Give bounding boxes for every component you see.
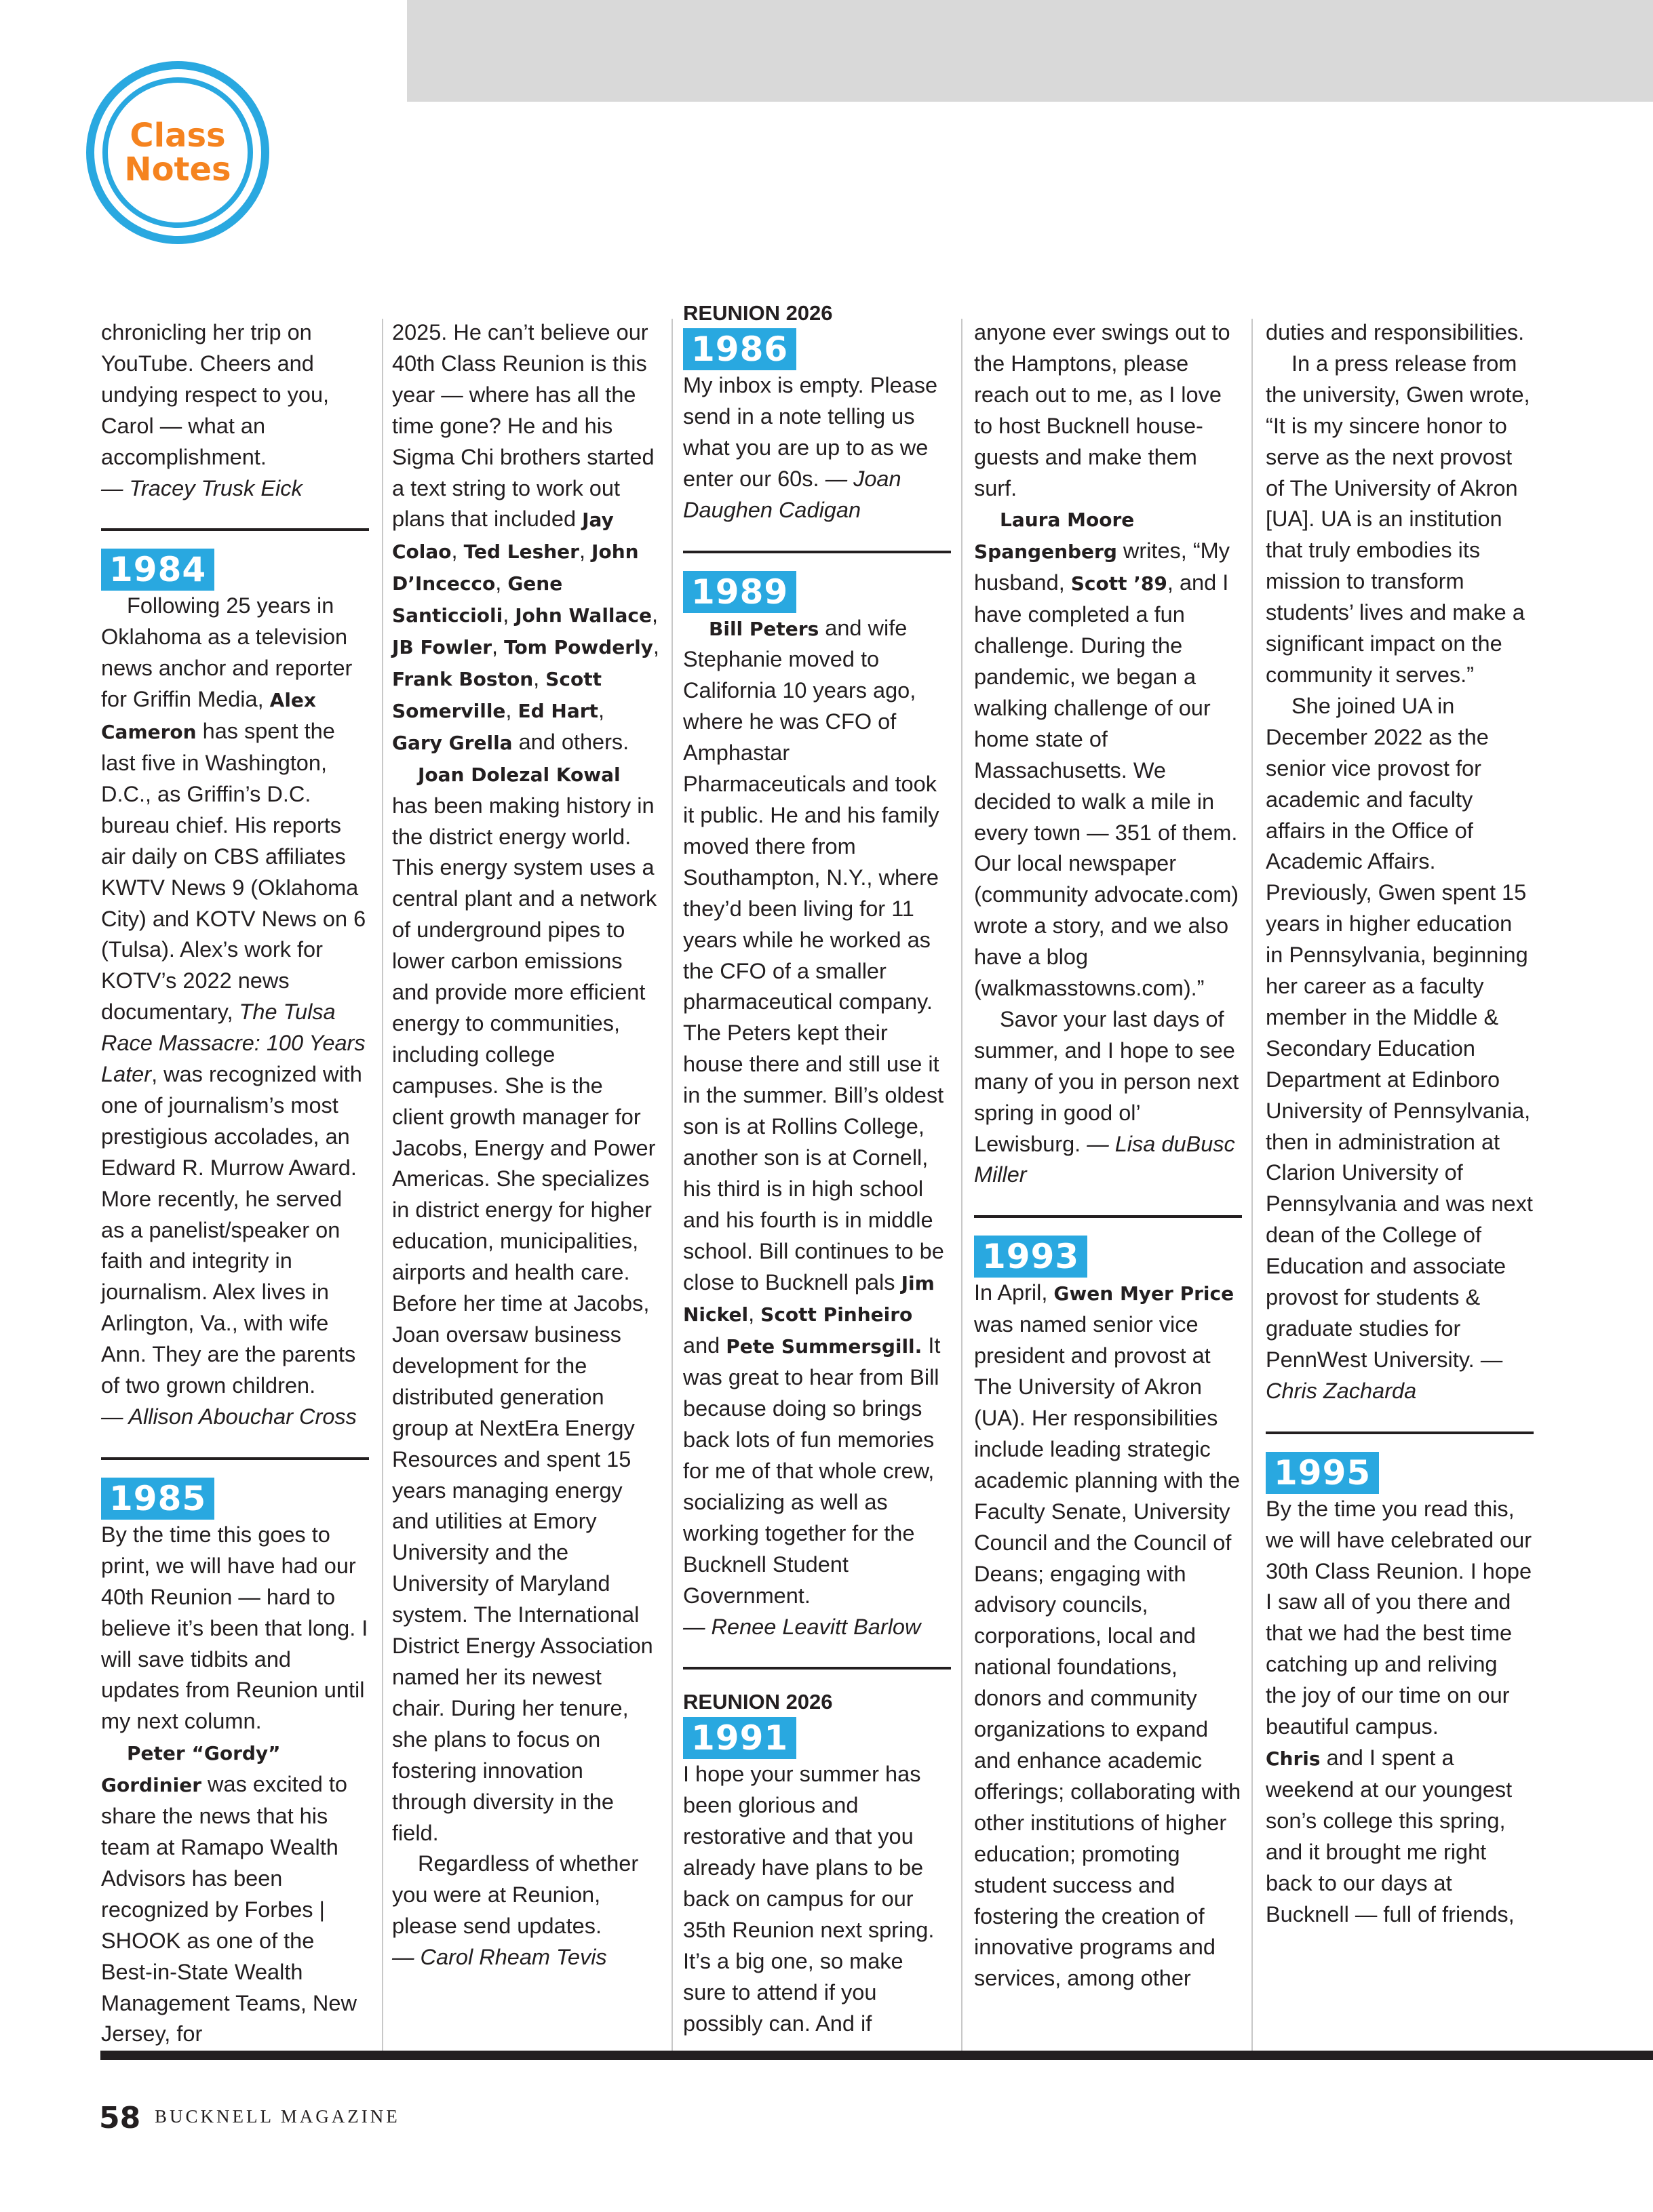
person-name: Laura Moore Spangenberg xyxy=(974,509,1135,564)
year-heading-1985: 1985 xyxy=(101,1478,214,1520)
paragraph: chronicling her trip on YouTube. Cheers and undying respect to you, Carol — what an accomplishment. — Tracey Trusk Eick xyxy=(101,320,330,500)
reunion-label: REUNION 2026 xyxy=(683,1690,833,1714)
header-banner xyxy=(407,0,1653,102)
person-name: Gene Santiccioli xyxy=(392,572,563,627)
column-1 xyxy=(101,317,369,2050)
person-name: Scott Pinheiro xyxy=(760,1303,913,1326)
paragraph: She joined UA in December 2022 as the senior vice provost for academic and faculty affairs in the Office of Academic Affairs. Previously, Gwen spent 15 years in higher education in Pennsylvania, beginning her career as a faculty member in the Middle & Secondary Education Department at Edinboro University of Pennsylvania, then in administration at Clarion University of Pennsylvania and was next dean of the College of Education and associate provost for students & graduate studies for PennWest University. — Chris Zacharda xyxy=(1266,693,1533,1403)
paragraph: Laura Moore Spangenberg writes, “My husband, Scott ’89, and I have completed a fun challenge. During the pandemic, we began a walking challenge of our home state of Massachusetts. We decided to walk a mile in every town — 351 of them. Our local newspaper (community advocate.com) wrote a story, and we also have a blog (walkmasstowns.com).” xyxy=(974,509,1239,1001)
paragraph: Savor your last days of summer, and I hope to see many of you in person next spring in good ol’ Lewisburg. — Lisa duBusc Miller xyxy=(974,1006,1239,1187)
section-rule xyxy=(974,1215,1242,1218)
section-rule xyxy=(101,1457,369,1460)
column-divider xyxy=(1251,319,1253,2055)
person-name: Peter “Gordy” Gordinier xyxy=(101,1742,281,1797)
year-heading-1993: 1993 xyxy=(974,1236,1087,1278)
paragraph: By the time this goes to print, we will have had our 40th Reunion — hard to believe it’s been that long. I will save tidbits and updates from Reunion until my next column. xyxy=(101,1522,368,1734)
magazine-name: BUCKNELL MAGAZINE xyxy=(155,2106,400,2127)
paragraph: By the time you read this, we will have celebrated our 30th Class Reunion. I hope I saw all of you there and that we had the best time catching up and reliving the joy of our time on our beautiful campus. Chris and I spent a weekend at our youngest son’s college this spring, and it brought me right back to our days at Bucknell — full of friends, xyxy=(1266,1496,1532,1927)
signature: — Joan Daughen Cadigan xyxy=(683,466,901,522)
page-number: 58 xyxy=(99,2101,141,2135)
year-heading-1991: 1991 xyxy=(683,1717,796,1759)
year-heading-1986: 1986 xyxy=(683,328,796,370)
signature: — Allison Abouchar Cross xyxy=(101,1404,357,1429)
column-5 xyxy=(1266,317,1534,1930)
person-name: Ed Hart xyxy=(518,699,598,722)
section-rule xyxy=(1266,1431,1534,1434)
year-heading-1984: 1984 xyxy=(101,549,214,591)
person-name: Jay Colao xyxy=(392,509,614,564)
paragraph: 2025. He can’t believe our 40th Class Reunion is this year — where has all the time gone? He and his Sigma Chi brothers started a text string to work out plans that included Jay Colao, Ted Lesher, John D’Incecco, Gene Santiccioli, John Wallace, JB Fowler, Tom Powderly, Frank Boston, Scott Somerville, Ed Hart, Gary Grella and others. xyxy=(392,320,659,754)
year-heading-1995: 1995 xyxy=(1266,1452,1379,1494)
signature: — Tracey Trusk Eick xyxy=(101,475,303,500)
person-name: Gary Grella xyxy=(392,731,513,754)
person-name: Gwen Myer Price xyxy=(1053,1282,1234,1305)
person-name: Tom Powderly xyxy=(504,636,653,659)
paragraph: Following 25 years in Oklahoma as a television news anchor and reporter for Griffin Media, Alex Cameron has spent the last five in Washington, D.C., as Griffin’s D.C. bureau chief. His reports air daily on CBS affiliates KWTV News 9 (Oklahoma City) and KOTV News on 6 (Tulsa). Alex’s work for KOTV’s 2022 news documentary, The Tulsa Race Massacre: 100 Years Later, was recognized with one of journalism’s most prestigious accolades, an Edward R. Murrow Award. More recently, he served as a panelist/speaker on faith and integrity in journalism. Alex lives in Arlington, Va., with wife Ann. They are the parents of two grown children. — Allison Abouchar Cross xyxy=(101,593,366,1429)
column-divider xyxy=(961,319,962,2055)
person-name: Frank Boston xyxy=(392,667,534,690)
paragraph: In April, Gwen Myer Price was named senior vice president and provost at The University of Akron (UA). Her responsibilities include leading strategic academic planning with the Faculty Senate, University Council and the Council of Deans; engaging with advisory councils, corporations, local and national foundations, donors and community organizations to expand and enhance academic offerings; collaborating with other institutions of higher education; promoting student success and fostering the creation of innovative programs and services, among other xyxy=(974,1280,1241,1991)
section-rule xyxy=(683,1667,951,1670)
footer-rule xyxy=(100,2051,1653,2060)
section-rule xyxy=(101,528,369,531)
paragraph: I hope your summer has been glorious and restorative and that you already have plans to be back on campus for our 35th Reunion next spring. It’s a big one, so make sure to attend if you possibly can. And if xyxy=(683,1762,935,2036)
year-heading-1989: 1989 xyxy=(683,571,796,613)
paragraph: Joan Dolezal Kowal has been making history in the district energy world. This energy system uses a central plant and a network of underground pipes to lower carbon emissions and provide more efficient energy to communities, including college campuses. She is the client growth manager for Jacobs, Energy and Power Americas. She specializes in district energy for higher education, municipalities, airports and health care. Before her time at Jacobs, Joan oversaw business development for the distributed generation group at NextEra Energy Resources and spent 15 years managing energy and utilities at Emory University and the University of Maryland system. The International District Energy Association named her its newest chair. During her tenure, she plans to focus on fostering innovation through diversity in the field. xyxy=(392,763,657,1845)
person-name: Jim Nickel xyxy=(683,1271,935,1326)
column-3 xyxy=(683,298,951,2040)
paragraph: Bill Peters and wife Stephanie moved to California 10 years ago, where he was CFO of Amphastar Pharmaceuticals and took it public. He and his family moved there from Southampton, N.Y., where they’d been living for 11 years while he worked as the CFO of a smaller pharmaceutical company. The Peters kept their house there and still use it in the summer. Bill’s oldest son is at Rollins College, another son is at Cornell, his third is in high school and his fourth is in middle school. Bill continues to be close to Bucknell pals Jim Nickel, Scott Pinheiro and Pete Summersgill. It was great to hear from Bill because doing so brings back lots of fun memories for me of that whole crew, socializing as well as working together for the Bucknell Student Government. — Renee Leavitt Barlow xyxy=(683,615,944,1639)
badge-line-2: Notes xyxy=(124,151,231,189)
paragraph: My inbox is empty. Please send in a note telling us what you are up to as we enter our 60s. — Joan Daughen Cadigan xyxy=(683,373,938,522)
person-name: John D’Incecco xyxy=(392,540,639,595)
person-name: JB Fowler xyxy=(392,636,492,659)
paragraph: In a press release from the university, Gwen wrote, “It is my sincere honor to serve as the next provost of The University of Akron [UA]. UA is an institution that truly embodies its mission to transform students’ lives and make a significant impact on the community it serves.” xyxy=(1266,351,1530,687)
column-4 xyxy=(974,317,1242,1994)
paragraph: Peter “Gordy” Gordinier was excited to share the news that his team at Ramapo Wealth Advisors has been recognized by Forbes | SHOOK as one of the Best-in-State Wealth Management Teams, New Jersey, for xyxy=(101,1742,357,2047)
person-name: Scott Somerville xyxy=(392,667,602,722)
signature: — Lisa duBusc Miller xyxy=(974,1131,1235,1187)
section-rule xyxy=(683,551,951,553)
column-2 xyxy=(392,317,660,1973)
reunion-label: REUNION 2026 xyxy=(683,301,833,325)
paragraph: anyone ever swings out to the Hamptons, please reach out to me, as I love to host Bucknell house-guests and make them surf. xyxy=(974,320,1230,500)
person-name: Scott ’89 xyxy=(1070,572,1167,595)
paragraph: Regardless of whether you were at Reunion, please send updates. — Carol Rheam Tevis xyxy=(392,1851,639,1970)
badge-inner-ring xyxy=(102,77,253,228)
person-name: Chris xyxy=(1266,1747,1321,1770)
person-name: Pete Summersgill. xyxy=(726,1335,922,1358)
badge-line-1: Class xyxy=(130,117,226,155)
signature: — Renee Leavitt Barlow xyxy=(683,1614,921,1639)
signature: — Carol Rheam Tevis xyxy=(392,1945,607,1970)
person-name: Ted Lesher xyxy=(463,540,579,564)
signature: — Chris Zacharda xyxy=(1266,1347,1503,1403)
person-name: John Wallace xyxy=(515,604,652,627)
documentary-title: The Tulsa Race Massacre: 100 Years Later xyxy=(101,1000,366,1087)
person-name: Joan Dolezal Kowal xyxy=(418,763,621,786)
column-divider xyxy=(382,319,383,2055)
person-name: Bill Peters xyxy=(709,617,819,640)
column-divider xyxy=(672,319,673,2055)
person-name: Alex Cameron xyxy=(101,689,316,744)
paragraph: duties and responsibilities. xyxy=(1266,320,1525,344)
class-notes-badge xyxy=(86,61,269,244)
